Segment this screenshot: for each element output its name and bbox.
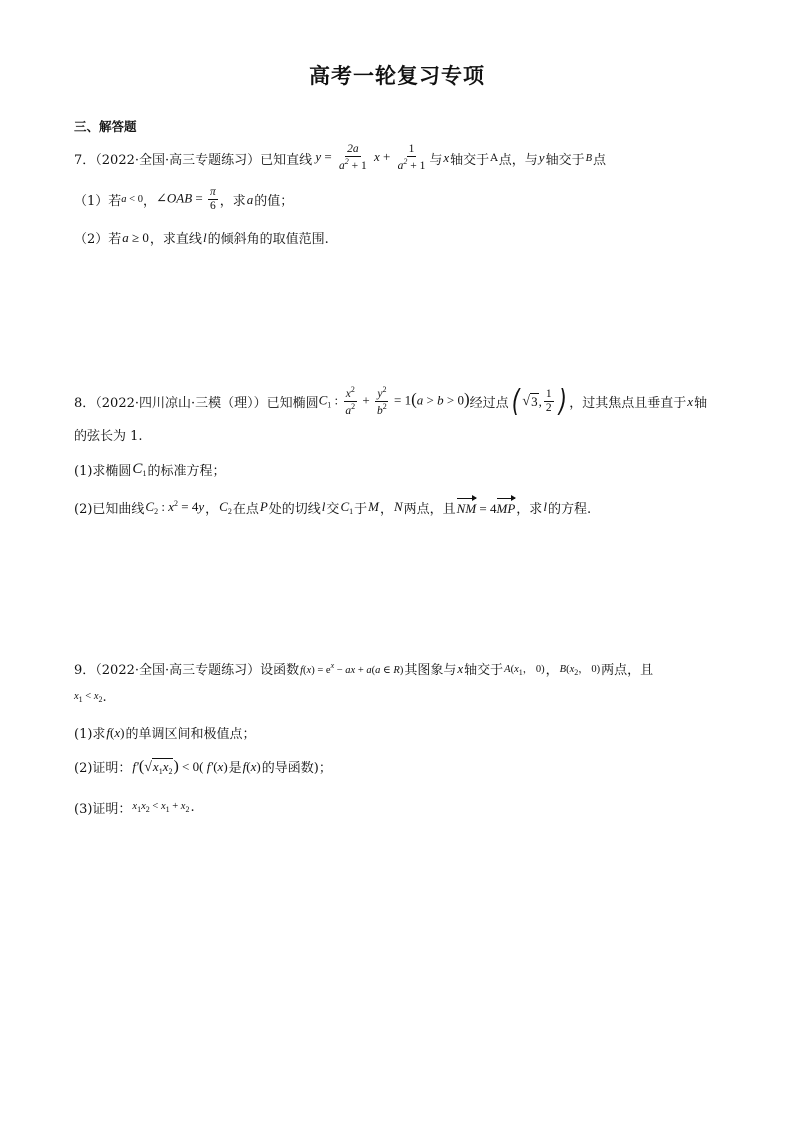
q8-stem: 8．（2022·四川凉山·三模（理））已知椭圆 $C_1$ : $\frac{x^2}{a^2}$ + $\frac{y^2}{b^2}$ = 1(a > b > 0) 经过点 ( √ 3 , $\frac{1}{2}$ ) ，过其焦点且垂直于 x 轴: [74, 383, 708, 419]
q7-source: 7．（2022·全国·高三专题练习）已知直线: [74, 152, 313, 168]
q9-function: $f(x) = e^x$ − ax + a(a ∈ R): [300, 661, 404, 676]
q9-part3: (3)证明： $x_1x_2 < x_1 + x_2$ .: [74, 800, 195, 817]
q7-part2: （2）若 a ≥ 0 ，求直线 l 的倾斜角的取值范围.: [74, 229, 329, 247]
q7-part1: （1）若 a < 0 ， ∠OAB = $\frac{\pi}{6}$ ，求 a 的值；: [74, 186, 294, 213]
q7-stem: 7．（2022·全国·高三专题练习）已知直线 y = $\frac{2a}{a^2 + 1}$ x + $\frac{1}{a^2 + 1}$ 与 x 轴交于 A 点，与 y 轴交于 B 点: [74, 143, 607, 173]
q9-stem-line2: $x_1 < x_2$ .: [74, 690, 107, 705]
q8-ellipse-equation: $C_1$ : $\frac{x^2}{a^2}$ + $\frac{y^2}{b^2}$ = 1(a > b > 0): [318, 385, 470, 418]
q9-stem: 9．（2022·全国·高三专题练习）设函数 $f(x) = e^x$ − ax + a(a ∈ R) 其图象与 x 轴交于 $A(x_1$， 0) ， $B(x_2$， 0) 两点，且: [74, 660, 654, 678]
q8-part2: (2)已知曲线 $C_2$ : $x^2 = 4y$ ， $C_2$ 在点 P 处的切线 l 交 $C_1$ 于 M ， N 两点，且 NM = 4MP ，求 l 的方程.: [74, 498, 592, 517]
q9-part1: (1)求 f(x) 的单调区间和极值点；: [74, 724, 256, 742]
q8-stem-line2: 的弦长为 1.: [74, 429, 143, 444]
q9-source: 9．（2022·全国·高三专题练习）设函数: [74, 663, 300, 678]
q7-line-equation: y = $\frac{2a}{a^2 + 1}$ x + $\frac{1}{a^2 + 1}$: [312, 143, 426, 173]
q8-point: ( √ 3 , $\frac{1}{2}$ ): [511, 383, 567, 419]
q8-source: 8．（2022·四川凉山·三模（理））已知椭圆: [74, 396, 319, 412]
q8-part1: (1)求椭圆 $C_1$ 的标准方程；: [74, 461, 226, 479]
q9-part2: (2)证明： f′( √ $x_1x_2$ ) < 0( f′(x) 是 f(x) 的导函数)；: [74, 757, 332, 776]
page-title: 高考一轮复习专项: [309, 64, 485, 88]
section-heading: 三、解答题: [74, 119, 137, 134]
